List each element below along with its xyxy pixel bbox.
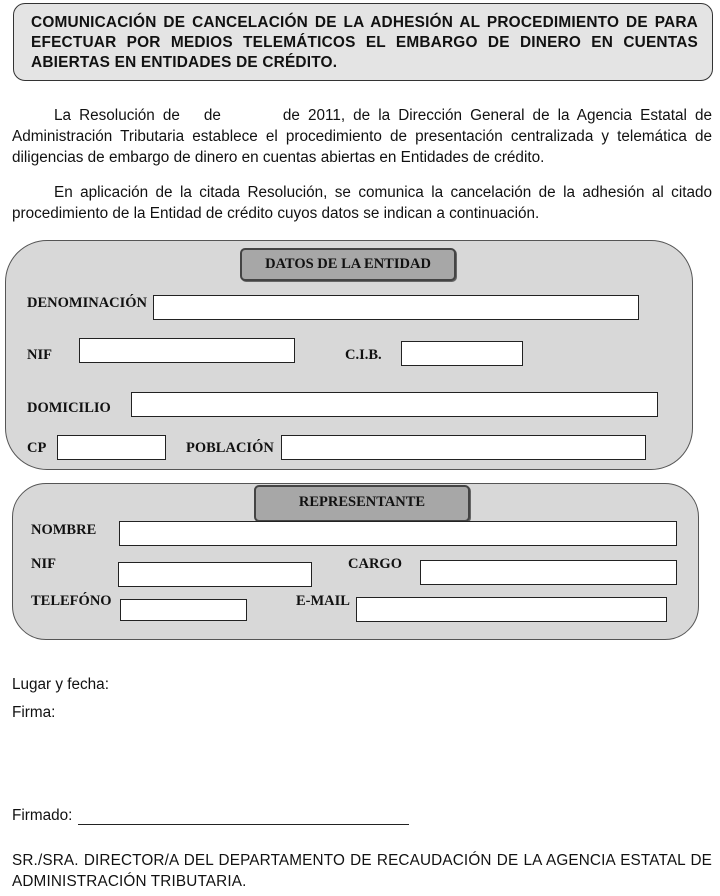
resolution-text-a: La Resolución de [54, 107, 180, 124]
poblacion-field[interactable] [281, 435, 646, 460]
cib-label: C.I.B. [345, 347, 382, 363]
recipient-text: SR./SRA. DIRECTOR/A DEL DEPARTAMENTO DE RECAUDACIÓN DE LA AGENCIA ESTATAL DE ADMINISTRACIÓN TRIBUTARIA. [12, 852, 712, 890]
cargo-label: CARGO [348, 556, 402, 572]
intro-paragraph [12, 105, 712, 168]
lugar-fecha-label: Lugar y fecha: [12, 676, 109, 693]
representative-nif-field[interactable] [118, 562, 312, 587]
denominacion-label: DENOMINACIÓN [27, 295, 148, 311]
application-text: En aplicación de la citada Resolución, se comunica la cancelación de la adhesión al citado procedimiento de la Entidad de crédito cuyos datos se indican a continuación. [12, 184, 712, 222]
nombre-label: NOMBRE [31, 522, 97, 538]
representative-nif-label: NIF [31, 556, 56, 572]
entity-section-title: DATOS DE LA ENTIDAD [240, 248, 456, 281]
application-paragraph [12, 182, 712, 224]
firmado-label: Firmado: [12, 807, 73, 824]
telefono-label: TELEFÓNO [31, 593, 112, 609]
email-label: E-MAIL [296, 593, 350, 609]
resolution-text-c: de 2011, de la Dirección General de la Agencia Estatal de Administración Tributaria establece el procedimiento de presentación centralizada y telemática de diligencias de embargo de dinero en cuentas abiertas en Entidades de crédito. [12, 107, 712, 166]
cargo-field[interactable] [420, 560, 677, 585]
denominacion-field[interactable] [153, 295, 639, 320]
signature-line[interactable] [78, 824, 409, 825]
cp-label: CP [27, 440, 47, 456]
nombre-field[interactable] [119, 521, 677, 546]
entity-nif-label: NIF [27, 347, 52, 363]
poblacion-label: POBLACIÓN [186, 440, 274, 456]
resolution-text-b: de [203, 107, 221, 124]
entity-nif-field[interactable] [79, 338, 295, 363]
cp-field[interactable] [57, 435, 166, 460]
representative-section-title: REPRESENTANTE [254, 485, 470, 522]
telefono-field[interactable] [120, 599, 247, 621]
domicilio-field[interactable] [131, 392, 658, 417]
cib-field[interactable] [401, 341, 523, 366]
domicilio-label: DOMICILIO [27, 400, 111, 416]
document-title: COMUNICACIÓN DE CANCELACIÓN DE LA ADHESIÓN AL PROCEDIMIENTO DE PARA EFECTUAR POR MEDIOS TELEMÁTICOS EL EMBARGO DE DINERO EN CUENTAS ABIERTAS EN ENTIDADES DE CRÉDITO. [13, 3, 713, 81]
firma-label: Firma: [12, 704, 56, 721]
email-field[interactable] [356, 597, 667, 622]
